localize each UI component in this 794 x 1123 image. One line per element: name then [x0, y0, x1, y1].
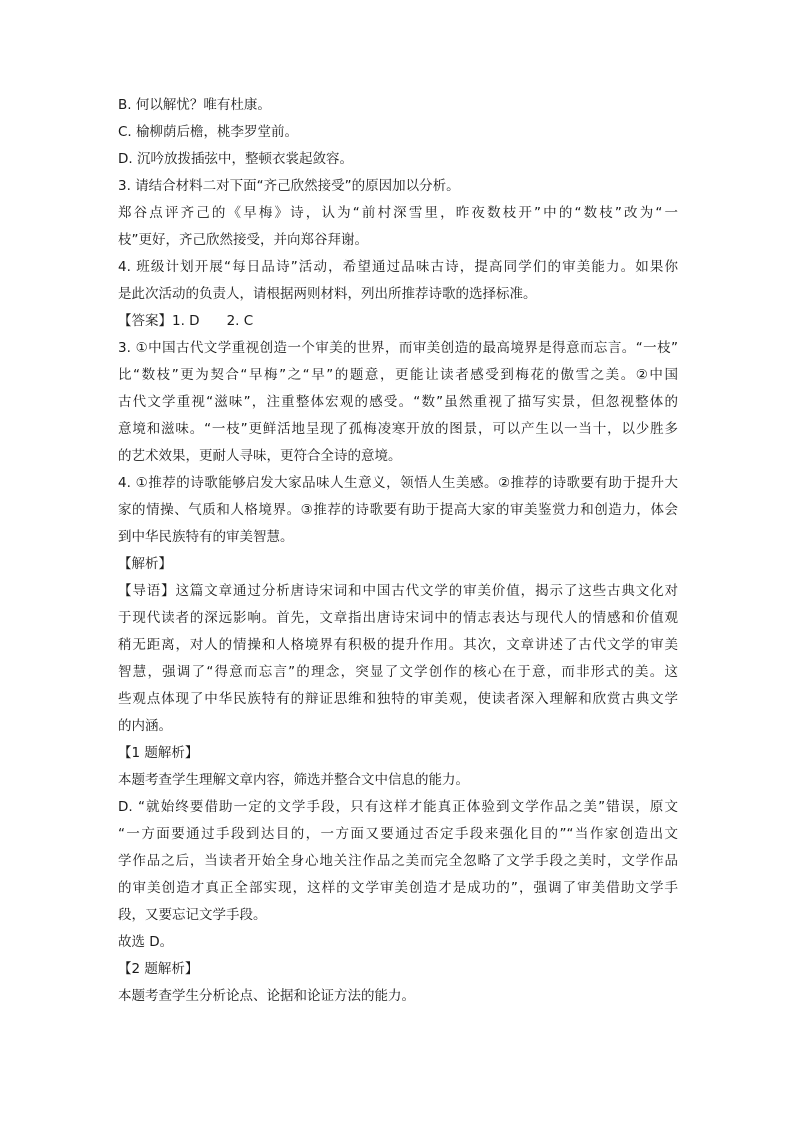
text-line: 【1 题解析】 — [118, 745, 199, 761]
text-line: 【解析】 — [118, 556, 172, 572]
text-line: 学作品之后，当读者开始全身心地关注作品之美而完全忽略了文学手段之美时，文学作品 — [118, 853, 678, 869]
text-line: 【导语】这篇文章通过分析唐诗宋词和中国古代文学的审美价值，揭示了这些古典文化对 — [118, 583, 678, 599]
text-line: 段，又要忘记文学手段。 — [118, 907, 267, 923]
text-line: 的内涵。 — [118, 718, 172, 734]
document-body — [118, 92, 678, 1010]
text-line: 古代文学重视“滋味”，注重整体宏观的感受。“数”虽然重视了描写实景，但忽视整体的 — [118, 394, 678, 410]
text-line: 4. ①推荐的诗歌能够启发大家品味人生意义，领悟人生美感。②推荐的诗歌要有助于提升大 — [118, 475, 678, 491]
text-line: D. 沉吟放拨插弦中，整顿衣裳起敛容。 — [118, 151, 353, 167]
text-line: 枝”更好，齐己欣然接受，并向郑谷拜谢。 — [118, 232, 368, 248]
text-line: “一方面要通过手段到达目的，一方面又要通过否定手段来强化目的”“当作家创造出文 — [118, 826, 678, 842]
text-line: 到中华民族特有的审美智慧。 — [118, 529, 294, 545]
text-line: 3. 请结合材料二对下面“齐己欣然接受”的原因加以分析。 — [118, 178, 460, 194]
text-line: 稍无距离，对人的情操和人格境界有积极的提升作用。其次，文章讲述了古代文学的审美 — [118, 637, 678, 653]
text-line: D. “就始终要借助一定的文学手段，只有这样才能真正体验到文学作品之美”错误，原文 — [118, 799, 678, 815]
text-line: 家的情操、气质和人格境界。③推荐的诗歌要有助于提高大家的审美鉴赏力和创造力，体会 — [118, 502, 678, 518]
text-line: 本题考查学生理解文章内容，筛选并整合文中信息的能力。 — [118, 772, 469, 788]
text-line: 是此次活动的负责人，请根据两则材料，列出所推荐诗歌的选择标准。 — [118, 286, 537, 302]
text-line: C. 榆柳荫后檐，桃李罗堂前。 — [118, 124, 299, 140]
text-line: 3. ①中国古代文学重视创造一个审美的世界，而审美创造的最高境界是得意而忘言。“一枝” — [118, 340, 678, 356]
text-line: 比“数枝”更为契合“早梅”之“早”的题意，更能让读者感受到梅花的傲雪之美。②中国 — [118, 367, 678, 383]
text-line: 4. 班级计划开展“每日品诗”活动，希望通过品味古诗，提高同学们的审美能力。如果你 — [118, 259, 678, 275]
text-line: 故选 D。 — [118, 934, 174, 950]
text-line: 智慧，强调了“得意而忘言”的理念，突显了文学创作的核心在于意，而非形式的美。这 — [118, 664, 678, 680]
text-line: 【答案】1. D 2. C — [118, 313, 254, 329]
text-line: 的审美创造才真正全部实现，这样的文学审美创造才是成功的”，强调了审美借助文学手 — [118, 880, 678, 896]
text-line: 本题考查学生分析论点、论据和论证方法的能力。 — [118, 988, 415, 1004]
text-line: 【2 题解析】 — [118, 961, 199, 977]
text-line: 的艺术效果，更耐人寻味，更符合全诗的意境。 — [118, 448, 402, 464]
text-line: B. 何以解忧？唯有杜康。 — [118, 97, 271, 113]
text-line: 于现代读者的深远影响。首先，文章指出唐诗宋词中的情志表达与现代人的情感和价值观 — [118, 610, 678, 626]
text-line: 意境和滋味。“一枝”更鲜活地呈现了孤梅凌寒开放的图景，可以产生以一当十，以少胜多 — [118, 421, 678, 437]
text-line: 郑谷点评齐己的《早梅》诗，认为“前村深雪里，昨夜数枝开”中的“数枝”改为“一 — [118, 205, 678, 221]
text-line: 些观点体现了中华民族特有的辩证思维和独特的审美观，使读者深入理解和欣赏古典文学 — [118, 691, 678, 707]
